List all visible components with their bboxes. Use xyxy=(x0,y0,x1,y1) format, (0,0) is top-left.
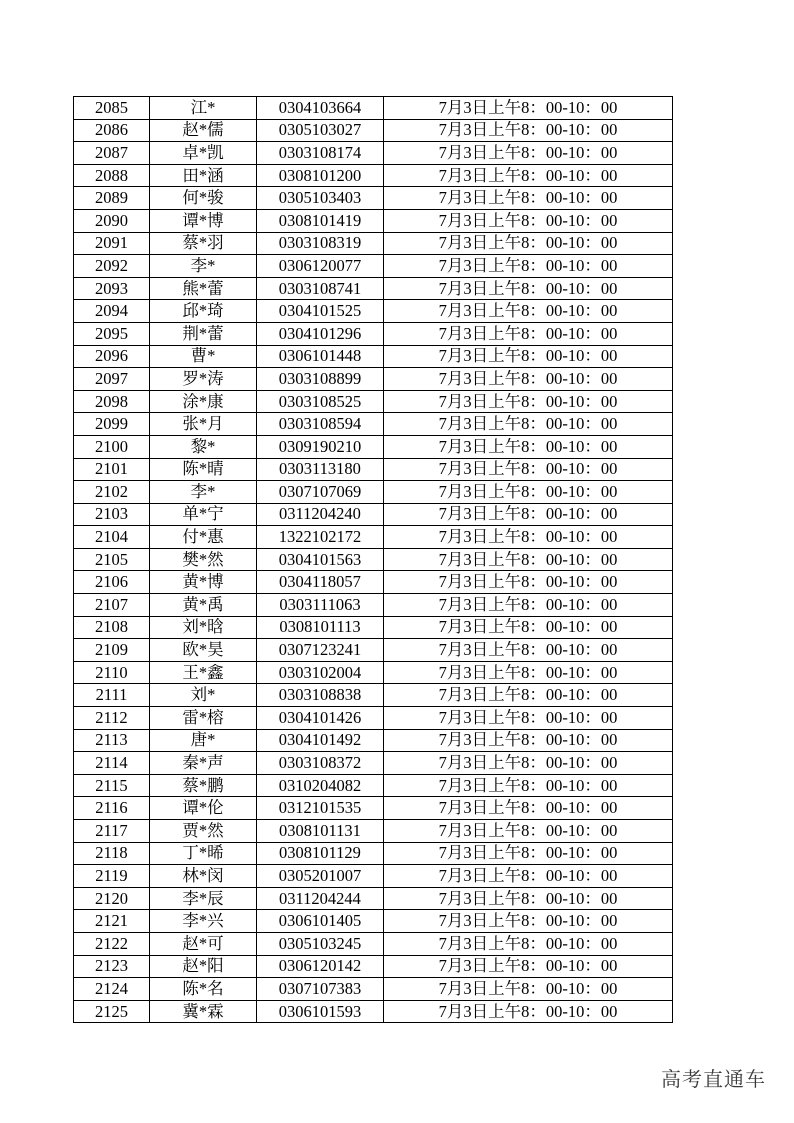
row-number-cell: 2096 xyxy=(74,345,150,368)
student-id-cell: 0309190210 xyxy=(257,435,384,458)
exam-time-cell: 7月3日上午8：00-10：00 xyxy=(384,368,673,391)
exam-time-cell: 7月3日上午8：00-10：00 xyxy=(384,548,673,571)
row-number-cell: 2120 xyxy=(74,887,150,910)
row-number-cell: 2090 xyxy=(74,209,150,232)
student-name-cell: 赵*儒 xyxy=(150,119,257,142)
exam-time-cell: 7月3日上午8：00-10：00 xyxy=(384,300,673,323)
table-row xyxy=(74,932,673,955)
exam-time-cell: 7月3日上午8：00-10：00 xyxy=(384,820,673,843)
student-id-cell: 0304103664 xyxy=(257,97,384,120)
table-row xyxy=(74,481,673,504)
row-number-cell: 2088 xyxy=(74,164,150,187)
exam-time-cell: 7月3日上午8：00-10：00 xyxy=(384,910,673,933)
student-name-cell: 李*辰 xyxy=(150,887,257,910)
row-number-cell: 2092 xyxy=(74,255,150,278)
row-number-cell: 2098 xyxy=(74,390,150,413)
table-row xyxy=(74,119,673,142)
student-id-cell: 0306101593 xyxy=(257,1000,384,1023)
student-name-cell: 何*骏 xyxy=(150,187,257,210)
row-number-cell: 2091 xyxy=(74,232,150,255)
student-name-cell: 蔡*鹏 xyxy=(150,774,257,797)
table-row xyxy=(74,797,673,820)
row-number-cell: 2105 xyxy=(74,548,150,571)
student-id-cell: 0303108899 xyxy=(257,368,384,391)
student-id-cell: 0308101419 xyxy=(257,209,384,232)
student-id-cell: 0308101131 xyxy=(257,820,384,843)
row-number-cell: 2106 xyxy=(74,571,150,594)
table-row xyxy=(74,571,673,594)
row-number-cell: 2108 xyxy=(74,616,150,639)
watermark-text: 高考直通车 xyxy=(661,1067,766,1091)
student-id-cell: 0303108594 xyxy=(257,413,384,436)
exam-time-cell: 7月3日上午8：00-10：00 xyxy=(384,255,673,278)
exam-time-cell: 7月3日上午8：00-10：00 xyxy=(384,594,673,617)
row-number-cell: 2111 xyxy=(74,684,150,707)
exam-time-cell: 7月3日上午8：00-10：00 xyxy=(384,1000,673,1023)
exam-time-cell: 7月3日上午8：00-10：00 xyxy=(384,119,673,142)
row-number-cell: 2103 xyxy=(74,503,150,526)
student-id-cell: 0312101535 xyxy=(257,797,384,820)
exam-time-cell: 7月3日上午8：00-10：00 xyxy=(384,322,673,345)
student-id-cell: 0308101200 xyxy=(257,164,384,187)
table-row xyxy=(74,842,673,865)
student-name-cell: 涂*康 xyxy=(150,390,257,413)
student-name-cell: 谭*伦 xyxy=(150,797,257,820)
student-name-cell: 单*宁 xyxy=(150,503,257,526)
student-id-cell: 0308101129 xyxy=(257,842,384,865)
row-number-cell: 2123 xyxy=(74,955,150,978)
student-id-cell: 0305103027 xyxy=(257,119,384,142)
exam-time-cell: 7月3日上午8：00-10：00 xyxy=(384,413,673,436)
row-number-cell: 2110 xyxy=(74,661,150,684)
exam-time-cell: 7月3日上午8：00-10：00 xyxy=(384,955,673,978)
student-name-cell: 黄*禹 xyxy=(150,594,257,617)
exam-time-cell: 7月3日上午8：00-10：00 xyxy=(384,639,673,662)
student-name-cell: 林*闵 xyxy=(150,865,257,888)
exam-time-cell: 7月3日上午8：00-10：00 xyxy=(384,458,673,481)
table-row xyxy=(74,639,673,662)
exam-time-cell: 7月3日上午8：00-10：00 xyxy=(384,503,673,526)
student-id-cell: 0305201007 xyxy=(257,865,384,888)
exam-time-cell: 7月3日上午8：00-10：00 xyxy=(384,707,673,730)
student-name-cell: 李* xyxy=(150,481,257,504)
exam-time-cell: 7月3日上午8：00-10：00 xyxy=(384,390,673,413)
table-row xyxy=(74,413,673,436)
table-row xyxy=(74,774,673,797)
exam-schedule-table xyxy=(73,96,673,1023)
student-id-cell: 0304101492 xyxy=(257,729,384,752)
student-name-cell: 熊*蕾 xyxy=(150,277,257,300)
student-id-cell: 0303108525 xyxy=(257,390,384,413)
student-name-cell: 王*鑫 xyxy=(150,661,257,684)
row-number-cell: 2099 xyxy=(74,413,150,436)
table-row xyxy=(74,548,673,571)
row-number-cell: 2107 xyxy=(74,594,150,617)
exam-time-cell: 7月3日上午8：00-10：00 xyxy=(384,752,673,775)
table-row xyxy=(74,503,673,526)
exam-time-cell: 7月3日上午8：00-10：00 xyxy=(384,277,673,300)
row-number-cell: 2124 xyxy=(74,978,150,1001)
exam-time-cell: 7月3日上午8：00-10：00 xyxy=(384,842,673,865)
row-number-cell: 2085 xyxy=(74,97,150,120)
student-name-cell: 谭*博 xyxy=(150,209,257,232)
student-name-cell: 樊*然 xyxy=(150,548,257,571)
student-name-cell: 黄*博 xyxy=(150,571,257,594)
student-name-cell: 荆*蕾 xyxy=(150,322,257,345)
exam-time-cell: 7月3日上午8：00-10：00 xyxy=(384,97,673,120)
table-row xyxy=(74,232,673,255)
table-row xyxy=(74,661,673,684)
exam-time-cell: 7月3日上午8：00-10：00 xyxy=(384,932,673,955)
row-number-cell: 2097 xyxy=(74,368,150,391)
exam-time-cell: 7月3日上午8：00-10：00 xyxy=(384,684,673,707)
student-id-cell: 0303102004 xyxy=(257,661,384,684)
row-number-cell: 2113 xyxy=(74,729,150,752)
student-name-cell: 江* xyxy=(150,97,257,120)
table-row xyxy=(74,526,673,549)
student-name-cell: 欧*昊 xyxy=(150,639,257,662)
student-name-cell: 邱*琦 xyxy=(150,300,257,323)
student-id-cell: 0303108741 xyxy=(257,277,384,300)
student-id-cell: 0305103245 xyxy=(257,932,384,955)
exam-time-cell: 7月3日上午8：00-10：00 xyxy=(384,616,673,639)
student-name-cell: 李* xyxy=(150,255,257,278)
exam-time-cell: 7月3日上午8：00-10：00 xyxy=(384,978,673,1001)
table-row xyxy=(74,729,673,752)
table-row xyxy=(74,865,673,888)
row-number-cell: 2118 xyxy=(74,842,150,865)
row-number-cell: 2102 xyxy=(74,481,150,504)
row-number-cell: 2109 xyxy=(74,639,150,662)
row-number-cell: 2101 xyxy=(74,458,150,481)
row-number-cell: 2114 xyxy=(74,752,150,775)
exam-time-cell: 7月3日上午8：00-10：00 xyxy=(384,571,673,594)
student-name-cell: 田*涵 xyxy=(150,164,257,187)
row-number-cell: 2112 xyxy=(74,707,150,730)
exam-time-cell: 7月3日上午8：00-10：00 xyxy=(384,232,673,255)
student-id-cell: 0311204240 xyxy=(257,503,384,526)
student-id-cell: 0307123241 xyxy=(257,639,384,662)
exam-time-cell: 7月3日上午8：00-10：00 xyxy=(384,481,673,504)
table-row xyxy=(74,209,673,232)
table-row xyxy=(74,435,673,458)
student-name-cell: 丁*晞 xyxy=(150,842,257,865)
exam-time-cell: 7月3日上午8：00-10：00 xyxy=(384,209,673,232)
student-name-cell: 蔡*羽 xyxy=(150,232,257,255)
student-id-cell: 0303108319 xyxy=(257,232,384,255)
table-row xyxy=(74,978,673,1001)
table-row xyxy=(74,390,673,413)
student-name-cell: 罗*涛 xyxy=(150,368,257,391)
student-name-cell: 赵*可 xyxy=(150,932,257,955)
student-id-cell: 0303113180 xyxy=(257,458,384,481)
table-row xyxy=(74,458,673,481)
table-row xyxy=(74,752,673,775)
table-row xyxy=(74,255,673,278)
exam-time-cell: 7月3日上午8：00-10：00 xyxy=(384,887,673,910)
row-number-cell: 2115 xyxy=(74,774,150,797)
row-number-cell: 2121 xyxy=(74,910,150,933)
exam-time-cell: 7月3日上午8：00-10：00 xyxy=(384,774,673,797)
student-id-cell: 0303108372 xyxy=(257,752,384,775)
row-number-cell: 2089 xyxy=(74,187,150,210)
student-id-cell: 0303108174 xyxy=(257,142,384,165)
exam-time-cell: 7月3日上午8：00-10：00 xyxy=(384,526,673,549)
student-id-cell: 0304101296 xyxy=(257,322,384,345)
row-number-cell: 2093 xyxy=(74,277,150,300)
student-id-cell: 0307107383 xyxy=(257,978,384,1001)
row-number-cell: 2117 xyxy=(74,820,150,843)
student-id-cell: 0304118057 xyxy=(257,571,384,594)
table-row xyxy=(74,345,673,368)
table-row xyxy=(74,887,673,910)
student-name-cell: 陈*晴 xyxy=(150,458,257,481)
table-row xyxy=(74,277,673,300)
table-row xyxy=(74,142,673,165)
student-id-cell: 0306120077 xyxy=(257,255,384,278)
row-number-cell: 2122 xyxy=(74,932,150,955)
student-id-cell: 0306101448 xyxy=(257,345,384,368)
student-name-cell: 雷*榕 xyxy=(150,707,257,730)
table-row xyxy=(74,300,673,323)
row-number-cell: 2116 xyxy=(74,797,150,820)
student-id-cell: 0303108838 xyxy=(257,684,384,707)
student-name-cell: 刘*晗 xyxy=(150,616,257,639)
student-name-cell: 秦*声 xyxy=(150,752,257,775)
student-id-cell: 0310204082 xyxy=(257,774,384,797)
row-number-cell: 2125 xyxy=(74,1000,150,1023)
table-row xyxy=(74,322,673,345)
student-id-cell: 0305103403 xyxy=(257,187,384,210)
student-name-cell: 付*惠 xyxy=(150,526,257,549)
table-row xyxy=(74,616,673,639)
student-name-cell: 贾*然 xyxy=(150,820,257,843)
student-id-cell: 0304101426 xyxy=(257,707,384,730)
table-row xyxy=(74,164,673,187)
student-name-cell: 赵*阳 xyxy=(150,955,257,978)
row-number-cell: 2094 xyxy=(74,300,150,323)
exam-time-cell: 7月3日上午8：00-10：00 xyxy=(384,164,673,187)
student-id-cell: 0306120142 xyxy=(257,955,384,978)
table-row xyxy=(74,594,673,617)
student-name-cell: 刘* xyxy=(150,684,257,707)
student-id-cell: 0304101525 xyxy=(257,300,384,323)
table-row xyxy=(74,910,673,933)
row-number-cell: 2119 xyxy=(74,865,150,888)
exam-time-cell: 7月3日上午8：00-10：00 xyxy=(384,797,673,820)
row-number-cell: 2100 xyxy=(74,435,150,458)
student-id-cell: 0306101405 xyxy=(257,910,384,933)
table-row xyxy=(74,97,673,120)
student-id-cell: 0307107069 xyxy=(257,481,384,504)
table-row xyxy=(74,820,673,843)
student-name-cell: 黎* xyxy=(150,435,257,458)
student-id-cell: 0304101563 xyxy=(257,548,384,571)
exam-time-cell: 7月3日上午8：00-10：00 xyxy=(384,865,673,888)
table-row xyxy=(74,187,673,210)
student-name-cell: 陈*名 xyxy=(150,978,257,1001)
exam-time-cell: 7月3日上午8：00-10：00 xyxy=(384,435,673,458)
table-row xyxy=(74,684,673,707)
exam-time-cell: 7月3日上午8：00-10：00 xyxy=(384,729,673,752)
table-row xyxy=(74,955,673,978)
student-id-cell: 1322102172 xyxy=(257,526,384,549)
student-name-cell: 冀*霖 xyxy=(150,1000,257,1023)
exam-time-cell: 7月3日上午8：00-10：00 xyxy=(384,345,673,368)
row-number-cell: 2086 xyxy=(74,119,150,142)
student-name-cell: 李*兴 xyxy=(150,910,257,933)
student-id-cell: 0303111063 xyxy=(257,594,384,617)
exam-time-cell: 7月3日上午8：00-10：00 xyxy=(384,187,673,210)
exam-time-cell: 7月3日上午8：00-10：00 xyxy=(384,142,673,165)
student-name-cell: 张*月 xyxy=(150,413,257,436)
student-name-cell: 曹* xyxy=(150,345,257,368)
table-row xyxy=(74,368,673,391)
table-row xyxy=(74,707,673,730)
student-id-cell: 0311204244 xyxy=(257,887,384,910)
row-number-cell: 2095 xyxy=(74,322,150,345)
row-number-cell: 2104 xyxy=(74,526,150,549)
table-row xyxy=(74,1000,673,1023)
row-number-cell: 2087 xyxy=(74,142,150,165)
exam-time-cell: 7月3日上午8：00-10：00 xyxy=(384,661,673,684)
student-name-cell: 卓*凯 xyxy=(150,142,257,165)
table-body xyxy=(74,97,673,1023)
student-id-cell: 0308101113 xyxy=(257,616,384,639)
student-name-cell: 唐* xyxy=(150,729,257,752)
